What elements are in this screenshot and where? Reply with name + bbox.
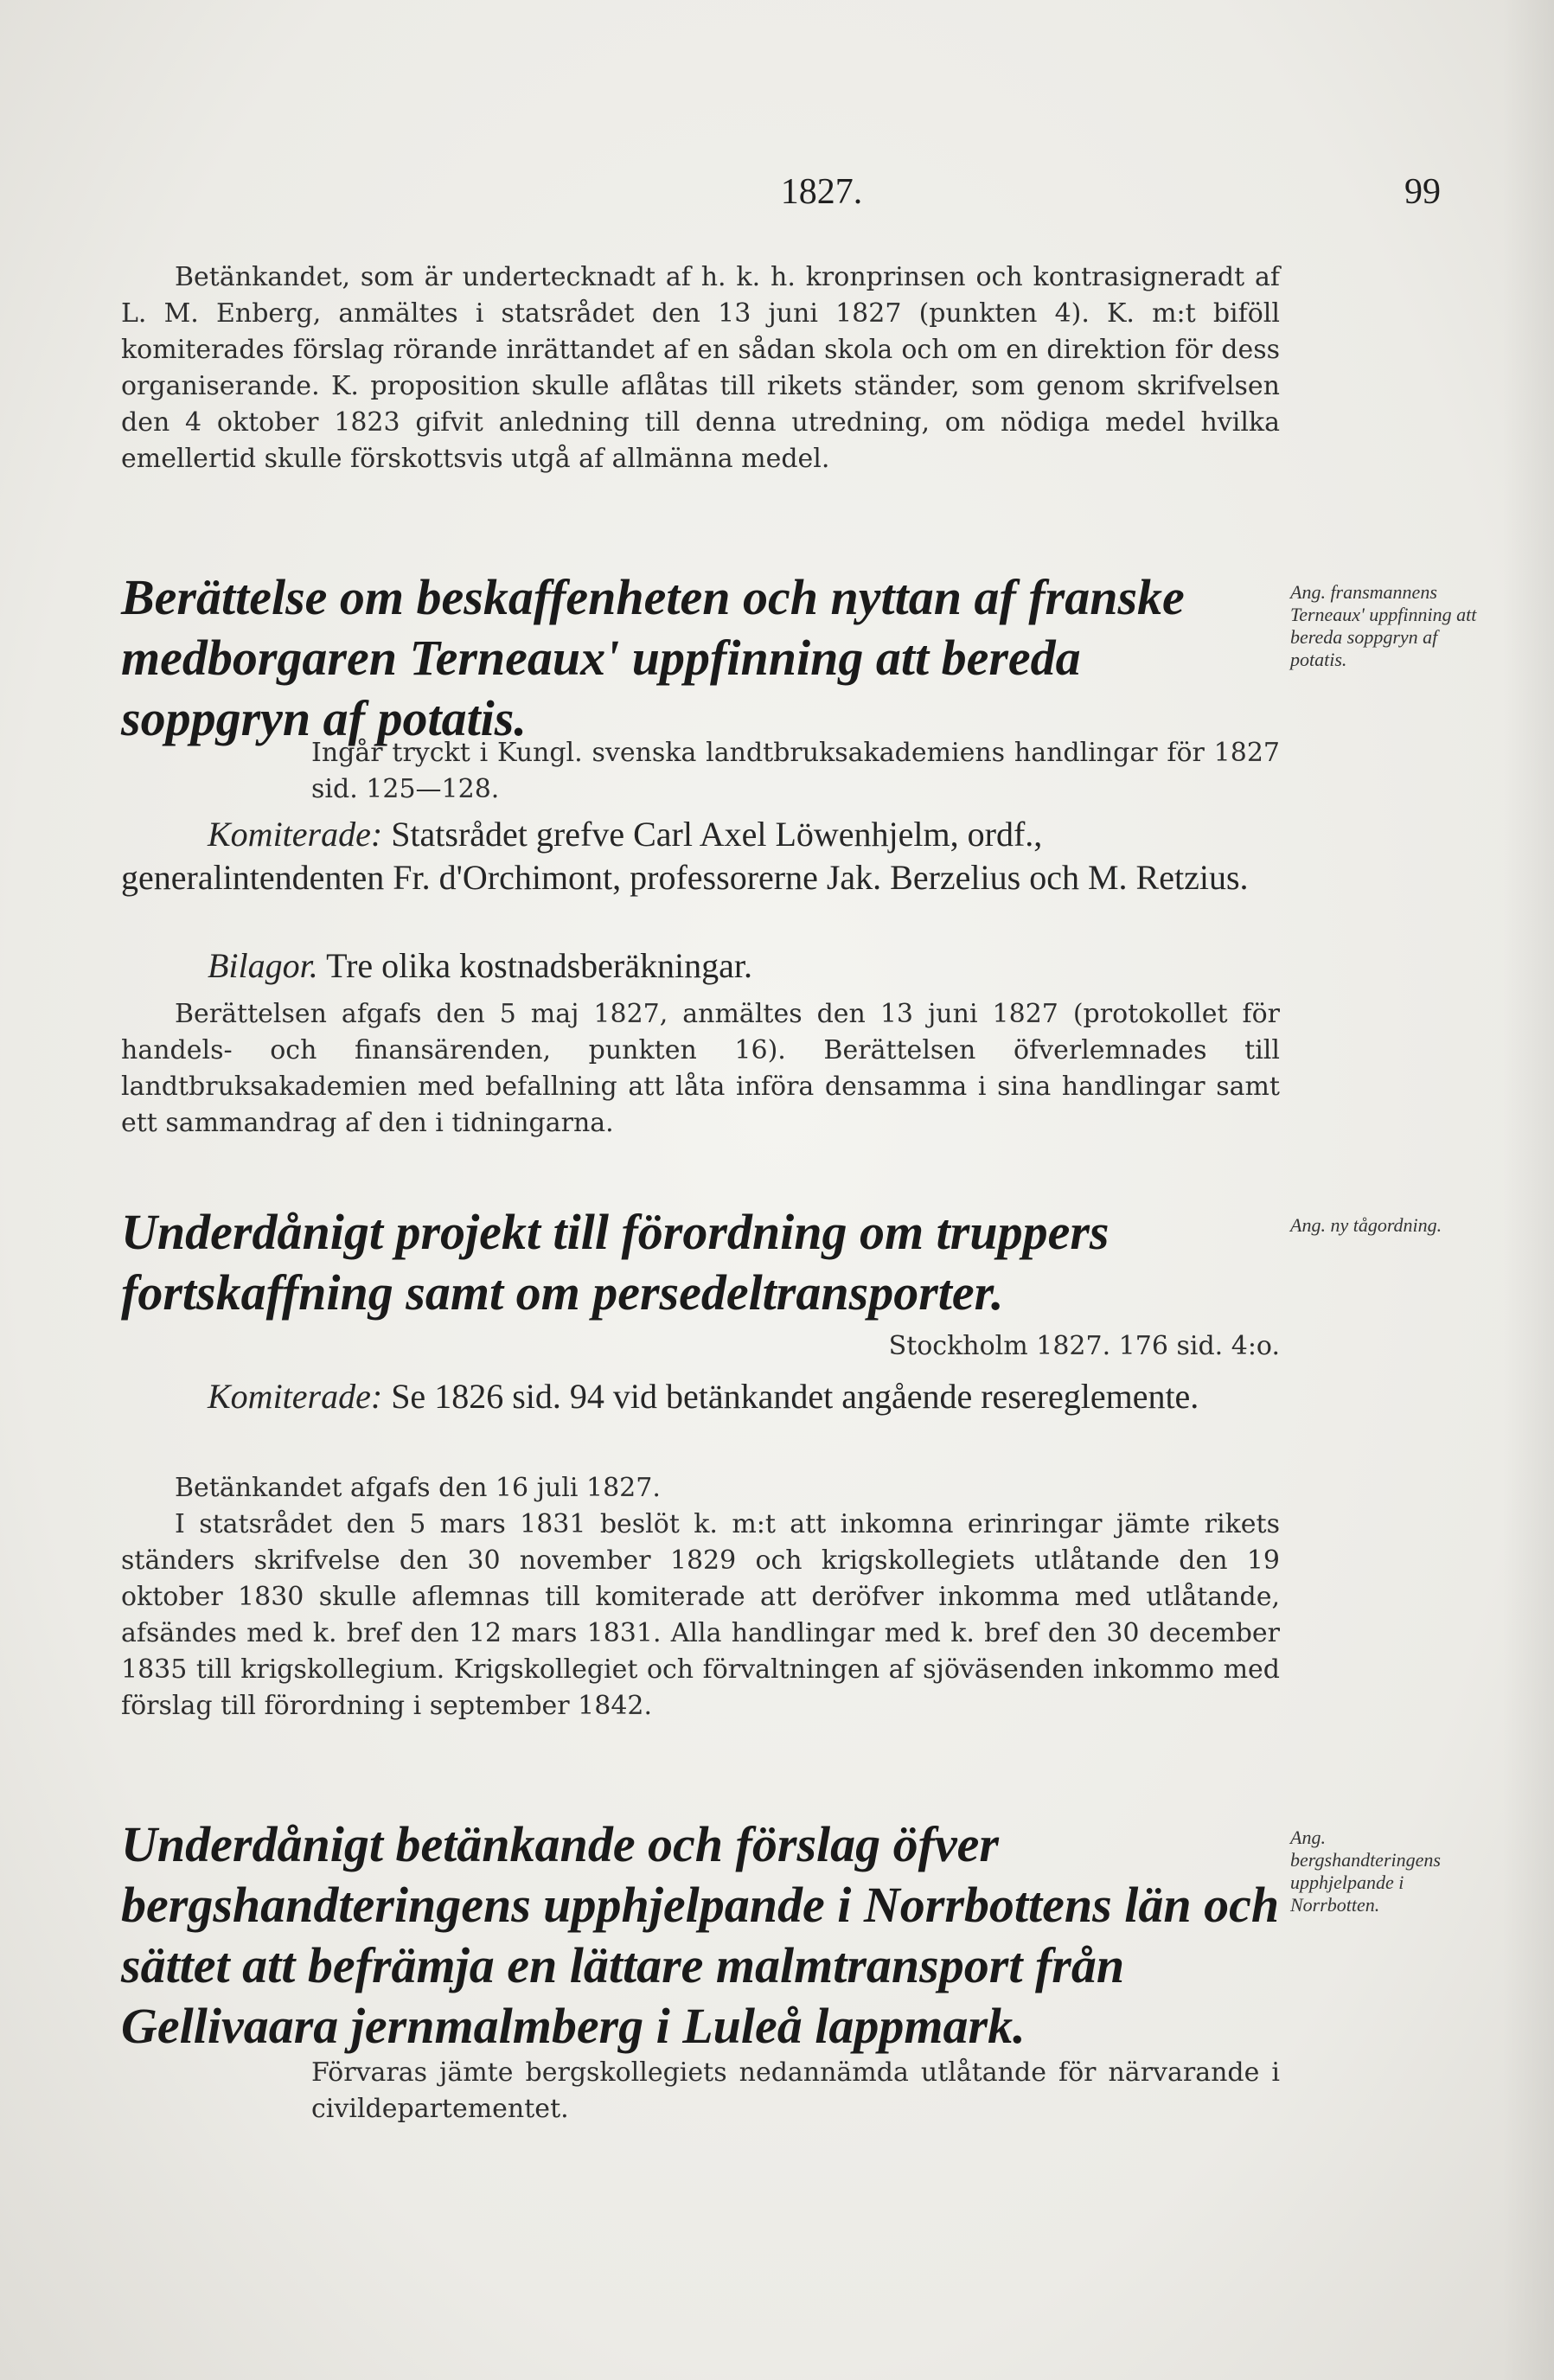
appendix-label: Bilagor. xyxy=(208,946,318,985)
body-trupper xyxy=(121,1470,1280,1724)
committee-text-trupper: Se 1826 sid. 94 vid betänkandet angående resereglemente. xyxy=(391,1377,1199,1416)
published-note-trupper xyxy=(121,1328,1280,1365)
section-trupper xyxy=(121,1202,1280,1323)
margin-note-terneaux: Ang. fransmannens Terneaux' uppfinning att bereda soppgryn af potatis. xyxy=(1290,581,1477,670)
section-title-trupper: Underdånigt projekt till förordning om truppers fortskaffning samt om persedeltransporter. xyxy=(121,1204,1110,1321)
published-text-terneaux: Ingår tryckt i Kungl. svenska landtbruksakademiens handlingar för 1827 sid. 125—128. xyxy=(311,738,1280,804)
section-bergshandtering xyxy=(121,1814,1280,2057)
body-terneaux xyxy=(121,996,1280,1142)
committee-label-trupper: Komiterade: xyxy=(208,1377,383,1416)
committee-text-terneaux: Statsrådet grefve Carl Axel Löwenhjelm, ordf., generalintendenten Fr. d'Orchimont, professorerne Jak. Berzelius och M. Retzius. xyxy=(121,815,1249,897)
body2-text-trupper: I statsrådet den 5 mars 1831 beslöt k. m:t att inkomna erinringar jämte rikets ständers skrifvelse den 30 november 1829 och krigskollegiets utlåtande den 19 oktober 1830 skulle aflemnas till komiterade att deröfver inkomma med utlåtande, afsändes med k. bref den 12 mars 1831. Alla handlingar med k. bref den 30 december 1835 till krigskollegium. Krigskollegiet och förvaltningen af sjöväsenden inkommo med förslag till förordning i september 1842. xyxy=(121,1509,1280,1721)
body-bergshandtering xyxy=(311,2055,1280,2127)
running-header-year: 1827. xyxy=(780,172,863,212)
intro-text: Betänkandet, som är undertecknadt af h. k. h. kronprinsen och kontrasigneradt af L. M. Enberg, anmältes i statsrådet den 13 juni 1827 (punkten 4). K. m:t biföll komiterades förslag rörande inrättandet af en sådan skola och om en direktion för dess organiserande. K. proposition skulle aflåtas till rikets ständer, som genom skrifvelsen den 4 oktober 1823 gifvit anledning till denna utredning, om nödiga medel hvilka emellertid skulle förskottsvis utgå af allmänna medel. xyxy=(121,262,1280,474)
body-text-terneaux: Berättelsen afgafs den 5 maj 1827, anmältes den 13 juni 1827 (protokollet för handels- och finansärenden, punkten 16). Berättelsen öfverlemnades till landtbruksakademien med befallning att låta införa densamma i sina handlingar samt ett sammandrag af den i tidningarna. xyxy=(121,999,1280,1138)
section-title-terneaux: Berättelse om beskaffenheten och nyttan af franske medborgaren Terneaux' uppfinning att bereda soppgryn af potatis. xyxy=(121,569,1185,746)
margin-note-trupper: Ang. ny tågordning. xyxy=(1290,1214,1442,1236)
page-number: 99 xyxy=(1404,172,1441,212)
page-edge-shadow xyxy=(1502,0,1554,2380)
section-terneaux xyxy=(121,567,1280,749)
committee-terneaux xyxy=(121,813,1280,899)
published-text-trupper: Stockholm 1827. 176 sid. 4:o. xyxy=(888,1331,1280,1361)
intro-paragraph xyxy=(121,259,1280,477)
section-title-bergshandtering: Underdånigt betänkande och förslag öfver bergshandteringens upphjelpande i Norrbottens län och sättet att befrämja en lättare malmtransport från Gellivaara jernmalmberg i Luleå lappmark. xyxy=(121,1816,1280,2054)
body1-text-trupper: Betänkandet afgafs den 16 juli 1827. xyxy=(175,1473,661,1503)
published-note-terneaux xyxy=(311,735,1280,808)
appendix-terneaux xyxy=(121,944,1280,988)
committee-label-terneaux: Komiterade: xyxy=(208,815,383,854)
committee-trupper xyxy=(121,1375,1280,1418)
margin-note-bergshandtering: Ang. bergshandteringens upphjelpande i Norrbotten. xyxy=(1290,1827,1441,1916)
body-text-bergshandtering: Förvaras jämte bergskollegiets nedannämda utlåtande för närvarande i civildepartementet. xyxy=(311,2057,1280,2124)
appendix-text: Tre olika kostnadsberäkningar. xyxy=(326,946,752,985)
